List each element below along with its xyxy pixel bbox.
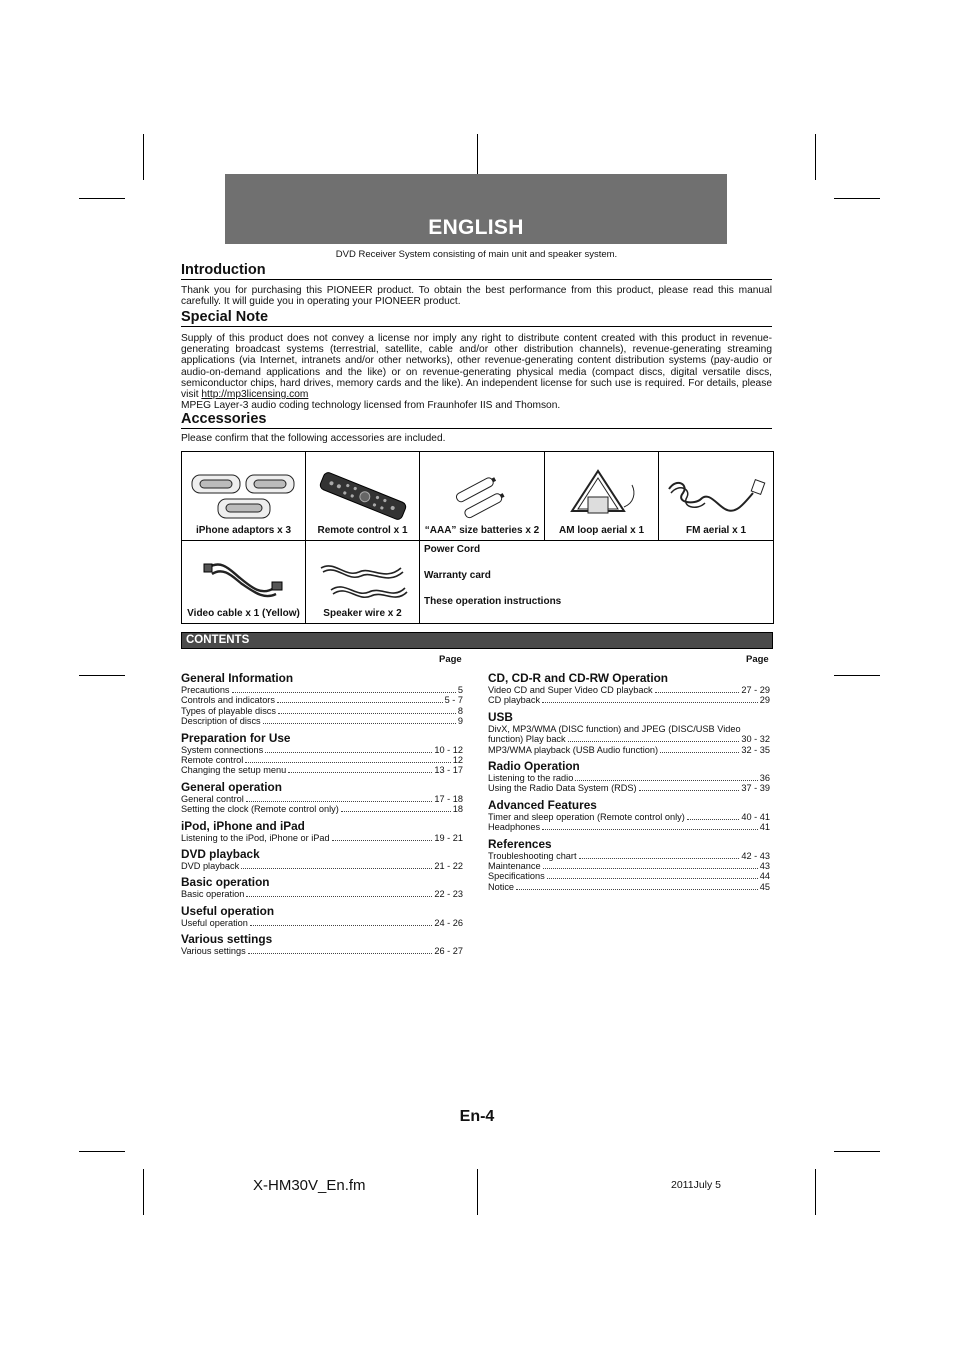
page-column-label: Page (439, 654, 462, 665)
toc-entry[interactable] (181, 706, 463, 716)
toc-section (488, 710, 770, 755)
toc-entry-title: Useful operation (181, 917, 248, 928)
toc-entry-page: 17 - 18 (434, 793, 463, 804)
toc-entry[interactable] (181, 685, 463, 695)
toc-leader-dots (265, 745, 432, 753)
crop-mark (834, 675, 880, 676)
accessory-cell (659, 452, 774, 541)
toc-section-heading: iPod, iPhone and iPad (181, 818, 305, 833)
accessory-label: iPhone adaptors x 3 (195, 525, 292, 536)
toc-entry[interactable] (488, 812, 770, 822)
toc-section-heading: Radio Operation (488, 759, 580, 774)
toc-section-heading: Useful operation (181, 903, 275, 918)
fm-aerial-icon (663, 475, 769, 521)
toc-entry-title: Video CD and Super Video CD playback (488, 685, 653, 695)
accessory-cell (306, 541, 420, 624)
toc-leader-dots (232, 685, 456, 693)
toc-entry-title: Headphones (488, 822, 541, 833)
accessory-label: AM loop aerial x 1 (558, 525, 645, 536)
crop-mark (79, 675, 125, 676)
toc-entry-title: Listening to the iPod, iPhone or iPad (181, 832, 330, 843)
toc-section (181, 904, 463, 928)
toc-section (488, 837, 770, 893)
page-column-label: Page (746, 654, 769, 665)
toc-leader-dots (277, 695, 443, 703)
toc-entry[interactable] (488, 685, 770, 695)
toc-entry-title: DivX, MP3/WMA (DISC function) and JPEG (DISC/USB Video (488, 723, 741, 734)
toc-section (181, 847, 463, 871)
toc-entry-title: Troubleshooting chart (488, 850, 577, 861)
mp3-licensing-link[interactable]: http://mp3licensing.com (201, 389, 309, 401)
toc-leader-dots (250, 918, 432, 926)
am-loop-aerial-icon (562, 467, 642, 521)
toc-section (181, 819, 463, 843)
special-note-text (181, 333, 772, 411)
accessories-table (181, 451, 774, 624)
toc-entry-page: 13 - 17 (434, 765, 463, 776)
crop-mark (477, 1169, 478, 1215)
toc-leader-dots (687, 812, 740, 820)
toc-entry-title: Controls and indicators (181, 695, 275, 706)
toc-entry-title: Notice (488, 881, 515, 892)
toc-leader-dots (341, 804, 451, 812)
toc-right-column (488, 671, 770, 896)
toc-entry[interactable] (488, 745, 770, 755)
crop-mark (143, 134, 144, 180)
toc-entry[interactable] (181, 889, 463, 899)
toc-leader-dots (248, 946, 433, 954)
toc-entry-page: 40 - 41 (741, 811, 770, 822)
toc-entry-title: Various settings (181, 946, 246, 957)
toc-entry-page: 44 (759, 871, 770, 882)
toc-entry-page: 26 - 27 (434, 946, 463, 957)
toc-entry-page: 8 (457, 705, 463, 716)
crop-mark (79, 198, 125, 199)
accessories-intro: Please confirm that the following accessories are included. (181, 433, 446, 444)
toc-entry[interactable] (181, 918, 463, 928)
accessory-cell (182, 452, 306, 541)
toc-entry[interactable] (488, 783, 770, 793)
toc-entry-title: Timer and sleep operation (Remote control only) (488, 811, 685, 822)
accessory-list-item: Warranty card (424, 570, 491, 581)
toc-leader-dots (655, 685, 740, 693)
toc-section-heading: Preparation for Use (181, 730, 291, 745)
special-note-body: Supply of this product does not convey a license nor imply any right to distribute content created with this product in revenue-generating broadcast systems (terrestrial, satellite, cable and/or other distribution channels), revenue-generating streaming applications (via Internet, intranets and/or other networks), other revenue-generating content distribution systems (pay-audio or audio-on-demand applications and the like) or on revenue-generating physical media (compact discs, digital versatile discs, semiconductor chips, hard drives, memory cards and the like). An independent license for such use is required. For details, please visit (181, 333, 772, 401)
toc-leader-dots (547, 871, 758, 879)
toc-leader-dots (575, 773, 757, 781)
accessory-cell (545, 452, 659, 541)
footer-filename: X-HM30V_En.fm (253, 1177, 366, 1194)
toc-entry-page: 9 (457, 716, 463, 727)
toc-entry[interactable] (181, 861, 463, 871)
toc-leader-dots (543, 861, 758, 869)
toc-leader-dots (278, 706, 456, 714)
contents-title: CONTENTS (186, 634, 250, 646)
page-title: ENGLISH (428, 216, 524, 239)
toc-leader-dots (542, 822, 758, 830)
toc-leader-dots (332, 833, 433, 841)
toc-entry-title: Changing the setup menu (181, 765, 287, 776)
toc-entry-page: 24 - 26 (434, 917, 463, 928)
toc-entry-title: Maintenance (488, 861, 541, 872)
toc-section (181, 932, 463, 956)
video-cable-icon (202, 558, 286, 604)
crop-mark (143, 1169, 144, 1215)
toc-entry[interactable] (181, 765, 463, 775)
toc-entry-title: DVD playback (181, 861, 240, 872)
toc-leader-dots (568, 734, 740, 742)
product-subtitle: DVD Receiver System consisting of main unit and speaker system. (335, 249, 618, 260)
toc-leader-dots (241, 861, 432, 869)
toc-section-heading: CD, CD-R and CD-RW Operation (488, 671, 669, 685)
toc-entry[interactable] (181, 946, 463, 956)
toc-entry[interactable] (488, 882, 770, 892)
toc-leader-dots (542, 695, 758, 703)
toc-leader-dots (245, 755, 450, 763)
toc-leader-dots (246, 889, 432, 897)
toc-leader-dots (516, 882, 758, 890)
toc-entry-page: 36 (759, 773, 770, 784)
toc-section-heading: Basic operation (181, 875, 270, 890)
special-note-heading: Special Note (181, 309, 772, 327)
toc-section-heading: References (488, 836, 552, 851)
toc-entry[interactable] (181, 804, 463, 814)
toc-leader-dots (639, 783, 740, 791)
toc-entry-title: function) Play back (488, 734, 566, 745)
introduction-heading: Introduction (181, 262, 772, 280)
accessory-list-cell (420, 541, 774, 624)
accessory-list-item: Power Cord (424, 544, 481, 555)
toc-entry-page: 43 (759, 861, 770, 872)
toc-entry-page: 5 - 7 (444, 695, 463, 706)
toc-entry-page: 29 (759, 695, 770, 706)
accessory-label: Remote control x 1 (317, 525, 408, 536)
accessory-cell (306, 452, 420, 541)
toc-section-heading: General operation (181, 779, 282, 794)
crop-mark (834, 198, 880, 199)
toc-section (181, 780, 463, 815)
toc-section (181, 671, 463, 727)
toc-leader-dots (579, 851, 740, 859)
toc-entry-title: Precautions (181, 685, 230, 695)
mpeg-license-note: MPEG Layer-3 audio coding technology licensed from Fraunhofer IIS and Thomson. (181, 400, 561, 412)
crop-mark (815, 134, 816, 180)
toc-section-heading: Advanced Features (488, 797, 597, 812)
toc-entry[interactable] (181, 695, 463, 705)
toc-entry-title: Types of playable discs (181, 705, 276, 716)
toc-entry-title: Setting the clock (Remote control only) (181, 804, 339, 815)
accessory-label: Speaker wire x 2 (323, 608, 402, 619)
toc-entry[interactable] (488, 871, 770, 881)
toc-entry[interactable] (181, 745, 463, 755)
toc-entry-title: Basic operation (181, 889, 245, 900)
toc-section-heading: Various settings (181, 932, 273, 947)
toc-entry-title: Listening to the radio (488, 773, 574, 784)
toc-section (181, 875, 463, 899)
page-number: En-4 (459, 1108, 495, 1125)
toc-entry[interactable] (488, 851, 770, 861)
toc-entry-title: Specifications (488, 871, 545, 882)
accessory-list-item: These operation instructions (424, 596, 562, 607)
toc-entry-title: CD playback (488, 695, 541, 706)
toc-entry-page: 21 - 22 (434, 861, 463, 872)
toc-section (181, 731, 463, 776)
toc-leader-dots (660, 745, 739, 753)
toc-entry-page: 27 - 29 (741, 685, 770, 695)
toc-entry-page: 37 - 39 (741, 783, 770, 794)
toc-entry-title: MP3/WMA playback (USB Audio function) (488, 744, 659, 755)
toc-entry[interactable] (181, 794, 463, 804)
contents-header (181, 632, 773, 649)
accessories-heading: Accessories (181, 411, 772, 429)
introduction-text: Thank you for purchasing this PIONEER product. To obtain the best performance from this product, please read this manual carefully. It will guide you in operating your PIONEER product. (181, 285, 772, 308)
remote-control-icon (315, 471, 411, 521)
iphone-adaptor-icon (188, 471, 300, 521)
toc-entry[interactable] (488, 724, 770, 734)
accessory-cell (420, 452, 545, 541)
toc-entry-title: Using the Radio Data System (RDS) (488, 783, 637, 794)
accessory-label: “AAA” size batteries x 2 (424, 525, 540, 536)
toc-entry-page: 42 - 43 (741, 850, 770, 861)
toc-leader-dots (263, 716, 456, 724)
toc-entry-page: 5 (457, 685, 463, 695)
crop-mark (834, 1151, 880, 1152)
toc-left-column (181, 671, 463, 961)
toc-entry[interactable] (488, 695, 770, 705)
toc-entry-page: 12 (452, 755, 463, 766)
toc-entry[interactable] (488, 773, 770, 783)
toc-entry[interactable] (181, 716, 463, 726)
accessory-cell (182, 541, 306, 624)
speaker-wire-icon (315, 558, 411, 604)
accessory-label: FM aerial x 1 (685, 525, 747, 536)
toc-section (488, 759, 770, 794)
toc-leader-dots (246, 794, 433, 802)
toc-entry-page: 41 (759, 822, 770, 833)
toc-entry-page: 19 - 21 (434, 832, 463, 843)
toc-entry-title: Remote control (181, 755, 244, 766)
toc-entry[interactable] (488, 861, 770, 871)
toc-entry-page: 30 - 32 (741, 734, 770, 745)
accessory-label: Video cable x 1 (Yellow) (187, 608, 300, 619)
toc-entry[interactable] (181, 755, 463, 765)
toc-section-heading: General Information (181, 671, 294, 685)
toc-entry[interactable] (488, 822, 770, 832)
footer-date: 2011July 5 (671, 1179, 722, 1191)
toc-entry-title: System connections (181, 744, 264, 755)
toc-entry-page: 18 (452, 804, 463, 815)
toc-section-heading: DVD playback (181, 847, 260, 862)
crop-mark (815, 1169, 816, 1215)
toc-entry[interactable] (488, 734, 770, 744)
toc-entry-page: 45 (759, 881, 770, 892)
toc-section-heading: USB (488, 709, 513, 724)
toc-entry-page: 22 - 23 (434, 889, 463, 900)
toc-leader-dots (288, 765, 432, 773)
toc-section (488, 798, 770, 833)
crop-mark (79, 1151, 125, 1152)
toc-entry-title: General control (181, 793, 244, 804)
toc-entry[interactable] (181, 833, 463, 843)
toc-entry-page: 32 - 35 (741, 744, 770, 755)
toc-entry-page: 10 - 12 (434, 744, 463, 755)
battery-icon (450, 477, 514, 521)
toc-section (488, 671, 770, 706)
toc-entry-title: Description of discs (181, 716, 261, 727)
language-banner (225, 174, 727, 244)
